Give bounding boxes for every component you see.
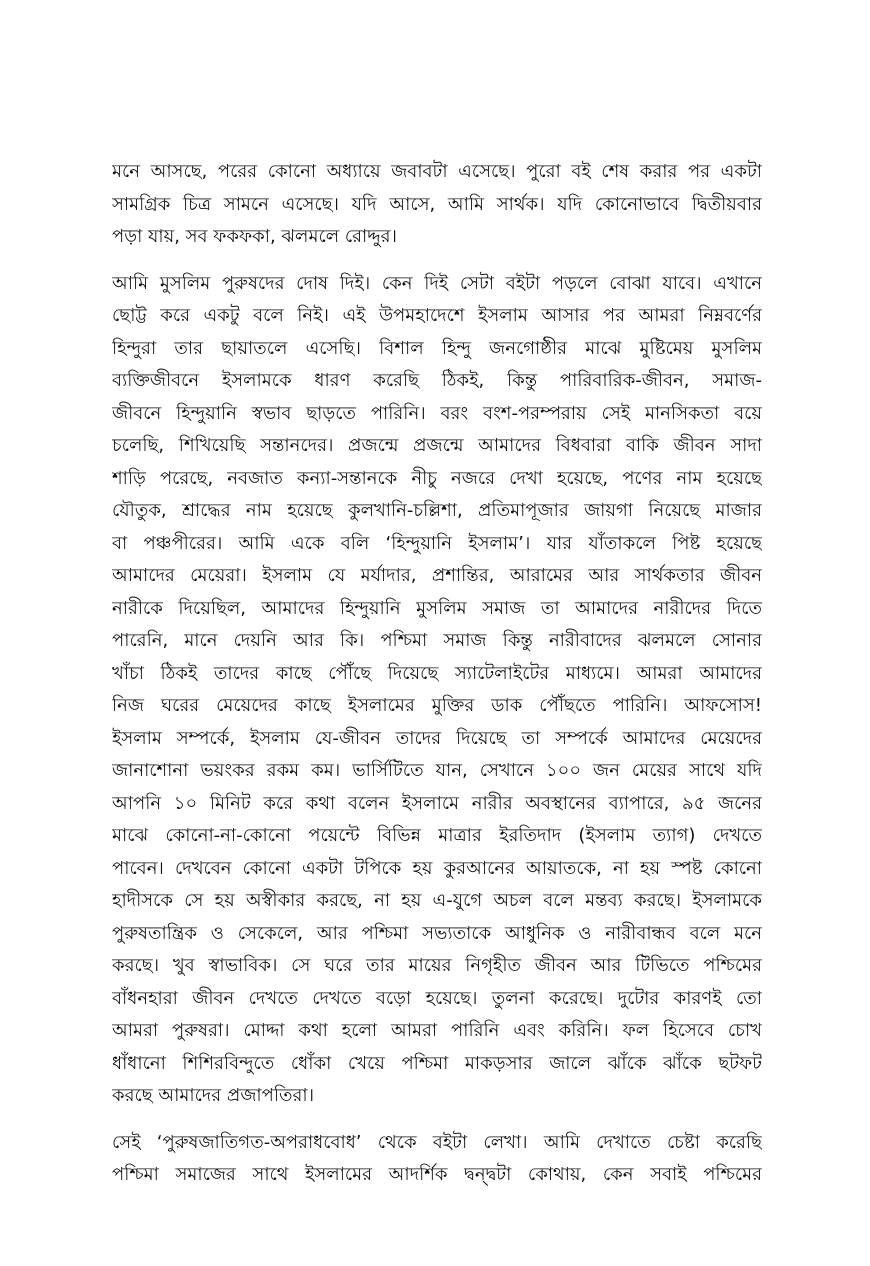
text-line: মাঝে কোনো-না-কোনো পয়েন্টে বিভিন্ন মাত্রার ইরতিদাদ (ইসলাম ত্যাগ) দেখতে [112,825,762,846]
text-line: নারীকে দিয়েছিল, আমাদের হিন্দুয়ানি মুসলিম সমাজ তা আমাদের নারীদের দিতে [112,597,762,619]
text-line: পাবেন। দেখবেন কোনো একটা টপিকে হয় কুরআনের আয়াতকে, না হয় স্পষ্ট কোনো [112,857,762,879]
text-line: হাদীসকে সে হয় অস্বীকার করছে, না হয় এ-যুগে অচল বলে মন্তব্য করছে। ইসলামকে [112,890,762,911]
text-line: বাঁধনহারা জীবন দেখতে দেখতে বড়ো হয়েছে। তুলনা করেছে। দুটোর কারণই তো [112,987,762,1009]
text-line: আমরা পুরুষরা। মোদ্দা কথা হলো আমরা পারিনি এবং করিনি। ফল হিসেবে চোখ [112,1020,762,1041]
text-line: ব্যক্তিজীবনে ইসলামকে ধারণ করেছি ঠিকই, কিন্তু পারিবারিক-জীবন, সমাজ- [112,370,762,391]
text-line: আমি মুসলিম পুরুষদের দোষ দিই। কেন দিই সেটা বইটা পড়লে বোঝা যাবে। এখানে [112,272,762,294]
text-line: জীবনে হিন্দুয়ানি স্বভাব ছাড়তে পারিনি। বরং বংশ-পরম্পরায় সেই মানসিকতা বয়ে [112,402,762,424]
text-line: ইসলাম সম্পর্কে, ইসলাম যে-জীবন তাদের দিয়েছে তা সম্পর্কে আমাদের মেয়েদের [112,727,762,749]
text-line: জানাশোনা ভয়ংকর রকম কম। ভার্সিটিতে যান, সেখানে ১০০ জন মেয়ের সাথে যদি [112,760,762,781]
text-line: সেই ‘পুরুষজাতিগত-অপরাধবোধ’ থেকে বইটা লেখা। আমি দেখাতে চেষ্টা করেছি [112,1131,762,1153]
text-line: হিন্দুরা তার ছায়াতলে এসেছি। বিশাল হিন্দু জনগোষ্ঠীর মাঝে মুষ্টিমেয় মুসলিম [112,337,762,359]
text-line: পুরুষতান্ত্রিক ও সেকেলে, আর পশ্চিমা সভ্যতাকে আধুনিক ও নারীবান্ধব বলে মনে [112,922,762,944]
text-line: নিজ ঘরের মেয়েদের কাছে ইসলামের মুক্তির ডাক পৌঁছতে পারিনি। আফসোস! [112,695,762,716]
text-line: খাঁচা ঠিকই তাদের কাছে পৌঁছে দিয়েছে স্যাটেলাইটের মাধ্যমে। আমরা আমাদের [112,662,762,684]
text-line: করছে। খুব স্বাভাবিক। সে ঘরে তার মায়ের নিগৃহীত জীবন আর টিভিতে পশ্চিমের [112,955,762,976]
text-line: বা পঞ্চপীরের। আমি একে বলি ‘হিন্দুয়ানি ইসলাম’। যার যাঁতাকলে পিষ্ট হয়েছে [112,532,762,554]
text-line: যৌতুক, শ্রাদ্ধের নাম হয়েছে কুলখানি-চল্লিশা, প্রতিমাপূজার জায়গা নিয়েছে মাজার [112,500,762,521]
paragraph-2 [112,268,762,1113]
text-line: শাড়ি পরেছে, নবজাত কন্যা-সন্তানকে নীচু নজরে দেখা হয়েছে, পণের নাম হয়েছে [112,467,762,489]
paragraph-3 [112,1127,762,1192]
text-line: পড়া যায়, সব ফকফকা, ঝলমলে রোদ্দুর। [112,226,397,247]
text-line: ধাঁধানো শিশিরবিন্দুতে ধোঁকা খেয়ে পশ্চিমা মাকড়সার জালে ঝাঁকে ঝাঁকে ছটফট [112,1052,762,1074]
text-line: আমাদের মেয়েরা। ইসলাম যে মর্যাদার, প্রশান্তির, আরামের আর সার্থকতার জীবন [112,565,762,586]
text-line: পারেনি, মানে দেয়নি আর কি। পশ্চিমা সমাজ কিন্তু নারীবাদের ঝলমলে সোনার [112,630,762,651]
text-line: আপনি ১০ মিনিট করে কথা বলেন ইসলামে নারীর অবস্থানের ব্যাপারে, ৯৫ জনের [112,792,762,814]
book-page [112,156,762,1206]
text-line: পশ্চিমা সমাজের সাথে ইসলামের আদর্শিক দ্বন্দ্বটা কোথায়, কেন সবাই পশ্চিমের [112,1164,762,1185]
text-line: চলেছি, শিখিয়েছি সন্তানদের। প্রজন্মে প্রজন্মে আমাদের বিধবারা বাকি জীবন সাদা [112,435,762,456]
text-line: সামগ্রিক চিত্র সামনে এসেছে। যদি আসে, আমি সার্থক। যদি কোনোভাবে দ্বিতীয়বার [112,193,762,215]
text-line: করছে আমাদের প্রজাপতিরা। [112,1085,315,1106]
paragraph-1 [112,156,762,254]
text-line: মনে আসছে, পরের কোনো অধ্যায়ে জবাবটা এসেছে। পুরো বই শেষ করার পর একটা [112,161,762,182]
text-line: ছোট্ট করে একটু বলে নিই। এই উপমহাদেশে ইসলাম আসার পর আমরা নিম্নবর্ণের [112,305,762,326]
